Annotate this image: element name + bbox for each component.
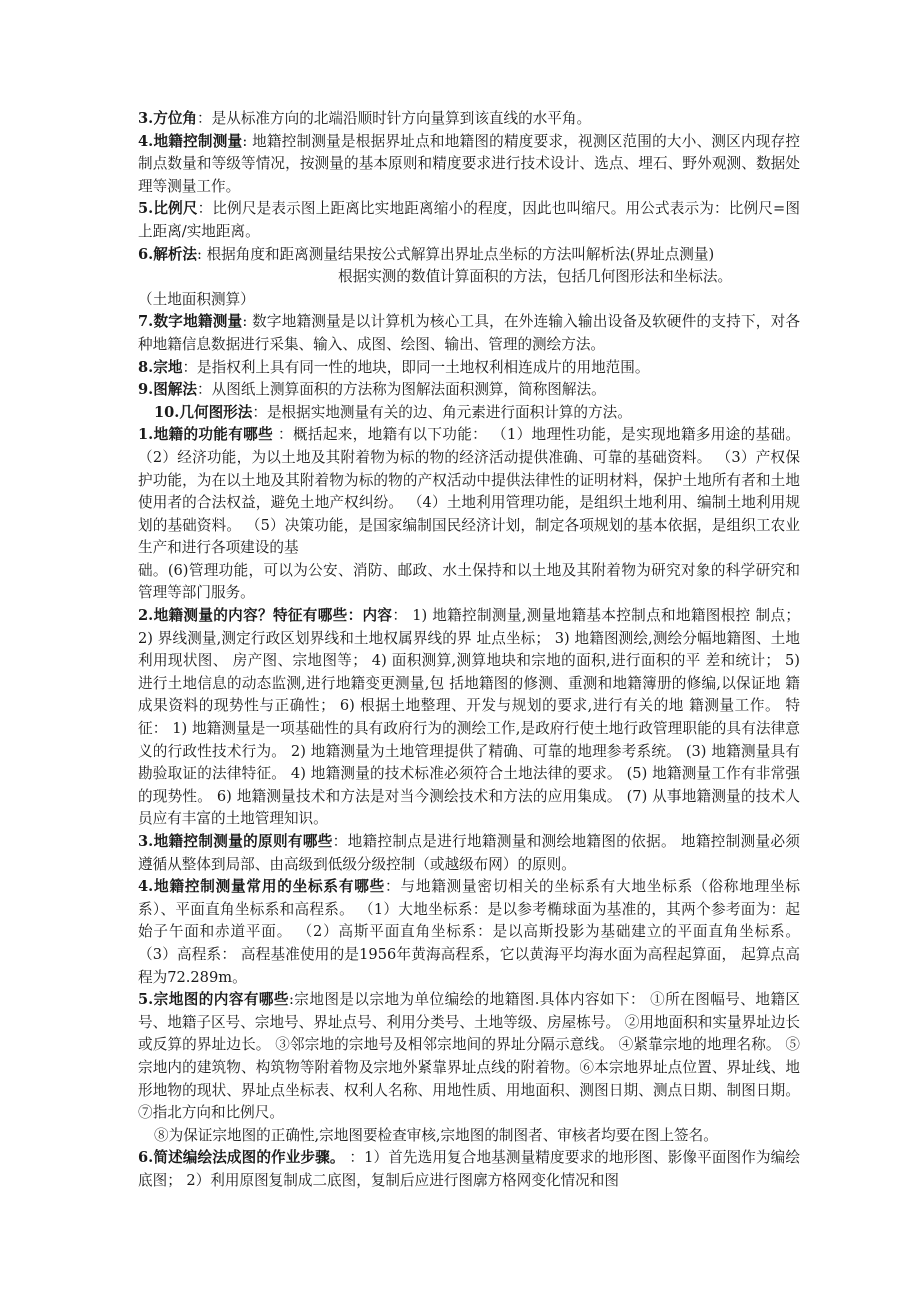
paragraph-text: （土地面积测算） (138, 290, 255, 308)
paragraph-def-4 (138, 131, 800, 199)
paragraph-def-8 (138, 357, 800, 380)
paragraph-def-6 (138, 244, 800, 267)
term-label: 6.解析法 (138, 245, 198, 263)
paragraph-text: ：与地籍测量密切相关的坐标系有大地坐标系（俗称地理坐标系）、平面直角坐标系和高程系。 （1）大地坐标系：是以参考椭球面为基准的，其两个参考面为：起始子午面和赤道平面。 （2）高斯平面直角坐标系：是以高斯投影为基础建立的平面直角坐标系。 （3）高程系： 高程基准使用的是1956年黄海高程系，它以黄海平均海水面为高程起算面， 起算点高程为72.289m。 (138, 878, 800, 986)
paragraph-text: ：概括起来，地籍有以下功能： （1）地理性功能，是实现地籍多用途的基础。 （2）经济功能，为以土地及其附着物为标的物的经济活动提供准确、可靠的基础资料。 （3）产权保护功能，为在以土地及其附着物为标的物的产权活动中提供法律性的证明材料，保护土地所有者和土地使用者的合法权益，避免土地产权纠纷。 （4）土地利用管理功能，是组织土地利用、编制土地利用规划的基础资料。 （5）决策功能，是国家编制国民经济计划，制定各项规划的基本依据，是组织工农业生产和进行各项建设的基 (138, 426, 800, 557)
paragraph-text: ：从图纸上测算面积的方法称为图解法面积测算，简称图解法。 (197, 381, 606, 399)
paragraph-text: ：是从标准方向的北端沿顺时针方向量算到该直线的水平角。 (197, 110, 592, 127)
term-label: 9.图解法 (138, 381, 198, 399)
term-label: 8.宗地 (138, 358, 183, 376)
term-label: 3.方位角 (138, 110, 198, 127)
paragraph-text: ：1）首先选用复合地基测量精度要求的地形图、影像平面图作为编绘底图； 2）利用原图复制成二底图，复制后应进行图廓方格网变化情况和图 (138, 1149, 800, 1189)
paragraph-q-6 (138, 1147, 800, 1192)
paragraph-text: : 根据角度和距离测量结果按公式解算出界址点坐标的方法叫解析法(界址点测量) (197, 245, 715, 263)
term-label: 10.几何图形法 (154, 403, 253, 421)
term-label: 4.地籍控制测量 (138, 132, 243, 150)
paragraph-q-1-cont (138, 560, 800, 605)
paragraph-def-9 (138, 379, 800, 402)
term-label: 7.数字地籍测量 (138, 313, 243, 331)
paragraph-def-6-cont (138, 266, 800, 289)
term-label: 1.地籍的功能有哪些 (138, 426, 274, 444)
paragraph-text: :宗地图是以宗地为单位编绘的地籍图.具体内容如下： ①所在图幅号、地籍区号、地籍子区号、宗地号、界址点号、利用分类号、土地等级、房屋栋号。 ②用地面积和实量界址边长或反算的界址边长。 ③邻宗地的宗地号及相邻宗地间的界址分隔示意线。 ④紧靠宗地的地理名称。 ⑤宗地内的建筑物、构筑物等附着物及宗地外紧靠界址点线的附着物。⑥本宗地界址点位置、界址线、地形地物的现状、界址点坐标表、权利人名称、用地性质、用地面积、测图日期、测点日期、制图日期。 ⑦指北方向和比例尺。 (138, 991, 800, 1122)
paragraph-text: ： 1) 地籍控制测量,测量地籍基本控制点和地籍图根控 制点；2) 界线测量,测定行政区划界线和土地权属界线的界 址点坐标； 3) 地籍图测绘,测绘分幅地籍图、土地利用现状图、 房产图、宗地图等； 4) 面积测算,测算地块和宗地的面积,进行面积的平 差和统计； 5) 进行土地信息的动态监测,进行地籍变更测量,包 括地籍图的修测、重测和地籍簿册的修编,以保证地 籍成果资料的现势性与正确性； 6) 根据土地整理、开发与规划的要求,进行有关的地 籍测量工作。 特征： 1) 地籍测量是一项基础性的具有政府行为的测绘工作,是政府行使土地行政管理职能的具有法律意义的行政性技术行为。 2) 地籍测量为土地管理提供了精确、可靠的地理参考系统。 (3) 地籍测量具有勘验取证的法律特征。 4) 地籍测量的技术标准必须符合土地法律的要求。 (5) 地籍测量工作有非常强的现势性。 6) 地籍测量技术和方法是对当今测绘技术和方法的应用集成。 (7) 从事地籍测量的技术人员应有丰富的土地管理知识。 (138, 607, 800, 828)
paragraph-text: ：比例尺是表示图上距离比实地距离缩小的程度，因此也叫缩尺。用公式表示为：比例尺=图上距离/实地距离。 (138, 200, 800, 240)
paragraph-def-3 (138, 108, 800, 131)
term-label: 4.地籍控制测量常用的坐标系有哪些 (138, 878, 386, 896)
term-label: 3.地籍控制测量的原则有哪些 (138, 833, 333, 850)
paragraph-def-5 (138, 198, 800, 243)
paragraph-text: : 数字地籍测量是以计算机为核心工具，在外连输入输出设备及软硬件的支持下，对各种地籍信息数据进行采集、输入、成图、绘图、输出、管理的测绘方法。 (138, 313, 800, 353)
paragraph-q-3 (138, 831, 800, 876)
term-label: 2.地籍测量的内容？特征有哪些：内容 (138, 607, 393, 625)
paragraph-q-5 (138, 989, 800, 1125)
paragraph-text: ：是根据实地测量有关的边、角元素进行面积计算的方法。 (252, 403, 632, 421)
paragraph-text: 础。(6)管理功能，可以为公安、消防、邮政、水土保持和以土地及其附着物为研究对象的科学研究和管理等部门服务。 (138, 561, 800, 602)
term-label: 5.宗地图的内容有哪些 (138, 991, 289, 1009)
paragraph-q-1 (138, 424, 800, 560)
paragraph-text: 根据实测的数值计算面积的方法，包括几何图形法和坐标法。 (338, 268, 733, 286)
paragraph-text: ：地籍控制点是进行地籍测量和测绘地籍图的依据。 地籍控制测量必须遵循从整体到局部、由高级到低级分级控制（或越级布网）的原则。 (138, 833, 800, 873)
paragraph-q-4 (138, 876, 800, 989)
paragraph-text: ：是指权利上具有同一性的地块，即同一土地权利相连成片的用地范围。 (182, 358, 650, 376)
paragraph-def-7 (138, 311, 800, 356)
paragraph-q-5-cont (138, 1125, 800, 1148)
term-label: 6.简述编绘法成图的作业步骤。 (138, 1149, 345, 1167)
term-label: 5.比例尺 (138, 200, 198, 218)
paragraph-text: : 地籍控制测量是根据界址点和地籍图的精度要求，视测区范围的大小、测区内现存控制点数量和等级等情况，按测量的基本原则和精度要求进行技术设计、选点、埋石、野外观测、数据处理等测量工作。 (138, 132, 800, 195)
paragraph-text: ⑧为保证宗地图的正确性,宗地图要检查审核,宗地图的制图者、审核者均要在图上签名。 (154, 1126, 718, 1144)
paragraph-def-10 (138, 402, 800, 425)
paragraph-def-6-note (138, 289, 800, 312)
paragraph-q-2 (138, 605, 800, 831)
